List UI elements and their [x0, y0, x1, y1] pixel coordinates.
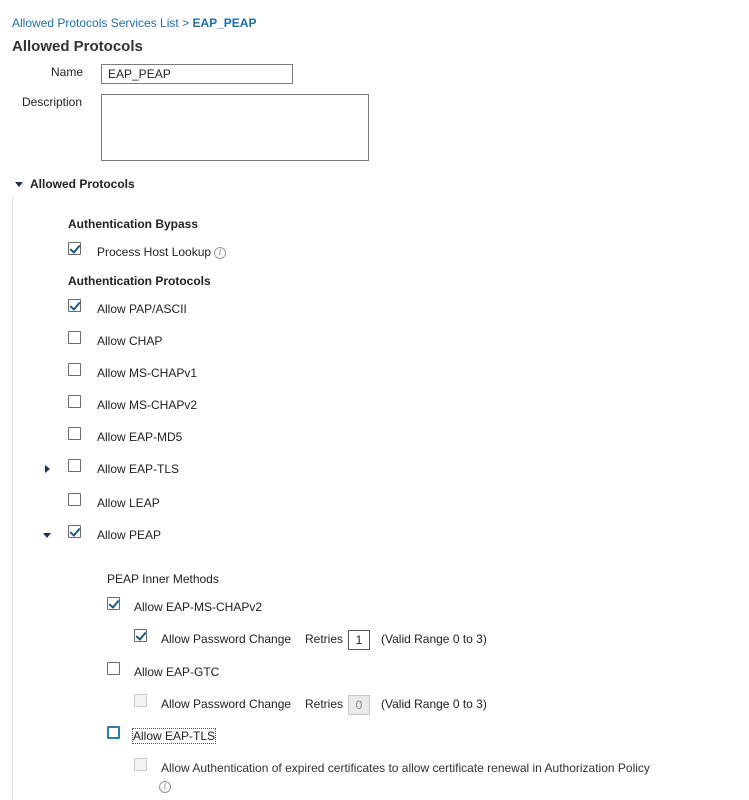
- gtc-password-change-checkbox[interactable]: [134, 694, 147, 707]
- allow-eaptls-label[interactable]: Allow EAP-TLS: [97, 462, 180, 476]
- mschapv2-password-change-checkbox[interactable]: [134, 629, 147, 642]
- process-host-lookup-label[interactable]: Process Host Lookup: [97, 245, 212, 259]
- section-title[interactable]: Allowed Protocols: [30, 177, 135, 191]
- expired-certs-label[interactable]: Allow Authentication of expired certificates to allow certificate renewal in Authorization Policy: [161, 761, 650, 775]
- mschapv2-password-change-label[interactable]: Allow Password Change: [161, 632, 292, 646]
- breadcrumb-separator: >: [182, 16, 190, 30]
- gtc-retries-input[interactable]: 0: [348, 695, 370, 715]
- allow-mschapv1-label[interactable]: Allow MS-CHAPv1: [97, 366, 198, 380]
- allow-pap-label[interactable]: Allow PAP/ASCII: [97, 302, 187, 316]
- peap-eaptls-checkbox[interactable]: [107, 726, 120, 739]
- protocols-heading: Authentication Protocols: [68, 274, 211, 288]
- breadcrumb-parent-link[interactable]: Allowed Protocols Services List: [12, 16, 179, 30]
- process-host-lookup-checkbox[interactable]: [68, 242, 81, 255]
- process-host-lookup-row: [97, 245, 226, 259]
- peap-inner-heading: PEAP Inner Methods: [107, 572, 219, 586]
- description-textarea[interactable]: [101, 94, 369, 161]
- peap-gtc-checkbox[interactable]: [107, 662, 120, 675]
- allow-pap-checkbox[interactable]: [68, 299, 81, 312]
- info-icon[interactable]: i: [159, 781, 171, 793]
- breadcrumb-current: EAP_PEAP: [192, 16, 257, 30]
- name-label: Name: [51, 65, 84, 79]
- peap-mschapv2-label[interactable]: Allow EAP-MS-CHAPv2: [134, 600, 263, 614]
- allow-chap-checkbox[interactable]: [68, 331, 81, 344]
- breadcrumb: [12, 16, 256, 30]
- allow-peap-checkbox[interactable]: [68, 525, 81, 538]
- mschapv2-retries-input[interactable]: 1: [348, 630, 370, 650]
- allow-chap-label[interactable]: Allow CHAP: [97, 334, 163, 348]
- allow-mschapv2-label[interactable]: Allow MS-CHAPv2: [97, 398, 198, 412]
- gtc-password-change-label[interactable]: Allow Password Change: [161, 697, 292, 711]
- mschapv2-valid-range: (Valid Range 0 to 3): [381, 632, 487, 646]
- peap-eaptls-label[interactable]: Allow EAP-TLS: [133, 729, 216, 743]
- info-icon[interactable]: i: [214, 247, 226, 259]
- allow-leap-checkbox[interactable]: [68, 493, 81, 506]
- gtc-retries-label: Retries: [305, 697, 344, 711]
- allow-eapmd5-label[interactable]: Allow EAP-MD5: [97, 430, 183, 444]
- allow-peap-label[interactable]: Allow PEAP: [97, 528, 162, 542]
- gtc-valid-range: (Valid Range 0 to 3): [381, 697, 487, 711]
- allow-mschapv2-checkbox[interactable]: [68, 395, 81, 408]
- description-label: Description: [22, 95, 83, 109]
- expand-arrow-icon[interactable]: [45, 465, 50, 473]
- page-title: Allowed Protocols: [12, 38, 143, 55]
- collapse-arrow-icon[interactable]: [15, 182, 23, 187]
- name-input[interactable]: [101, 64, 293, 84]
- allow-mschapv1-checkbox[interactable]: [68, 363, 81, 376]
- peap-gtc-label[interactable]: Allow EAP-GTC: [134, 665, 220, 679]
- peap-mschapv2-checkbox[interactable]: [107, 597, 120, 610]
- mschapv2-retries-label: Retries: [305, 632, 344, 646]
- bypass-heading: Authentication Bypass: [68, 217, 199, 231]
- allow-eapmd5-checkbox[interactable]: [68, 427, 81, 440]
- collapse-arrow-icon[interactable]: [43, 533, 51, 538]
- section-divider: [12, 197, 13, 800]
- allow-leap-label[interactable]: Allow LEAP: [97, 496, 160, 510]
- allow-eaptls-checkbox[interactable]: [68, 459, 81, 472]
- expired-certs-checkbox[interactable]: [134, 758, 147, 771]
